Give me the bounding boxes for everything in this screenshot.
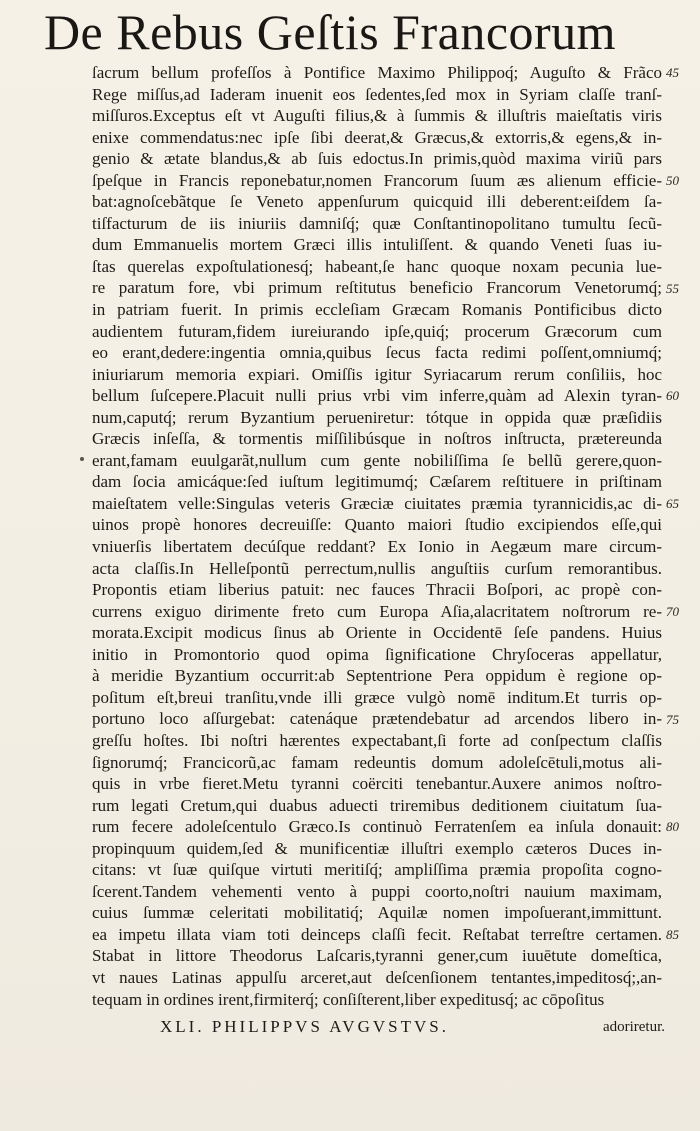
text-line: uinos propè honores decreuiſſe: Quanto maiori ſtudio excipiendos eſſe,qui xyxy=(92,515,662,535)
text-line: quis in vrbe fieret.Metu tyranni coërciti tenebantur.Auxere animos noſtro- xyxy=(92,774,662,794)
text-line: Propontis etiam liberius patuit: nec fauces Thracii Boſpori, ac propè con- xyxy=(92,580,662,600)
line-number: 75 xyxy=(666,711,679,727)
text-line: bat:agnoſcebãtque ſe Veneto appenſurum quicquid illi deberent:eiſdem ſa- xyxy=(92,192,662,212)
text-line: greſſu hoſtes. Ibi noſtri hærentes expectabant,ſi forte ad conſpectum claſſis xyxy=(92,730,662,750)
text-line: dum Emmanuelis mortem Græci illis intuliſſent. & quando Veneti ſuas iu- xyxy=(92,235,662,255)
text-line: currens exiguo dirimente freto cum Europa Aſia,alacritatem noſtrorum re- xyxy=(92,601,662,621)
text-line: dam ſocia amicáque:ſed iuſtum legitimumq́; Cæſarem reſtituere in priſtinam xyxy=(92,472,662,492)
text-line: erant,famam euulgarãt,nullum cum gente nobiliſſima ſe bellũ gerere,quon- xyxy=(92,450,662,470)
text-line: iniuriarum memoria expiari. Omiſſis igitur Syriacarum rerum conſiliis, hoc xyxy=(92,364,662,384)
line-number: 85 xyxy=(666,927,679,942)
page-title: De Rebus Geſtis Francorum xyxy=(43,4,617,60)
text-line: rum legati Cretum,qui duabus aduecti triremibus deditionem ciuitatum ſua- xyxy=(92,795,662,815)
line-number: 65 xyxy=(666,496,679,511)
line-number: 50 xyxy=(666,172,679,188)
text-line: ſcerent.Tandem vehementi vento à puppi coorto,noſtri nauium maximam, xyxy=(92,881,662,901)
line-number: 80 xyxy=(666,819,679,835)
text-line: enixe commendatus:nec ipſe ſibi deerat,& Græcus,& extorris,& egens,& in- xyxy=(92,127,662,147)
line-number: 60 xyxy=(666,388,679,404)
text-line: Stabat in littore Theodorus Laſcaris,tyranni gener,cum iuuētute domeſtica, xyxy=(92,946,662,966)
text-line: genio & ætate blandus,& ab ſuis edoctus.In primis,quòd maxima viriũ pars xyxy=(92,149,662,169)
text-line: rum fecere adoleſcentulo Græco.Is continuò Ferratenſem ea inſula donauit: xyxy=(92,817,662,837)
text-line: morata.Excipit modicus ſinus ab Oriente in Occidentē ſeſe pandens. Huius xyxy=(92,623,662,643)
body-text xyxy=(92,62,662,1010)
text-line: Rege miſſus,ad Iaderam inuenit eos ſedentes,ſed mox in Syriam claſſe tranſ- xyxy=(92,84,662,104)
text-line: cuius ſummæ celeritati mobilitatiq́; Aquilæ nomen impoſuerant,immittunt. xyxy=(92,903,662,923)
text-line: à meridie Byzantium occurrit:ab Septentrione Pera oppidum è regione op- xyxy=(92,666,662,686)
text-line: Græcis inſeſſa, & tormentis miſſilibúsque in noſtros inſtructa, prætereunda xyxy=(92,429,662,449)
text-line: ſacrum bellum profeſſos à Pontifice Maximo Philippoq́; Auguſto & Frãco xyxy=(92,63,662,82)
text-line: ſtas querelas expoſtulationesq́; habeant,ſe hanc quoque noxam pecunia lue- xyxy=(92,256,662,276)
text-line: bellum ſuſcepere.Placuit nulli prius vrbi vim inferre,quàm ad Alexin tyran- xyxy=(92,386,662,406)
catchword: adoriretur. xyxy=(602,1019,665,1035)
text-line: vt naues Latinas appulſu arceret,aut deſcenſionem tentantes,impeditosq́;,an- xyxy=(92,967,662,987)
text-line: poſitum eſt,breui tranſitu,vnde illi græce vulgò nomē inditum.Et turris op- xyxy=(92,687,662,707)
running-head: XLI. PHILIPPVS AVGVSTVS. xyxy=(160,1017,449,1036)
line-number: 45 xyxy=(666,65,679,80)
text-line: re paratum fore, vbi primum reſtitutus beneficio Francorum Venetorumq́; xyxy=(92,278,662,298)
text-line: tequam in ordines irent,firmiterq́; conſiſterent,liber expeditusq́; ac cōpoſitus xyxy=(92,989,605,1009)
text-line: ea impetu illata viam toti deinceps claſſi fecit. Reſtabat terreſtre certamen. xyxy=(92,924,662,944)
line-number: 70 xyxy=(666,603,679,619)
line-number: 55 xyxy=(666,280,679,296)
text-line: portuno loco aſſurgebat: catenáque prætendebatur ad arcendos libero in- xyxy=(92,709,662,729)
text-line: eo erant,dedere:ingentia omnia,quibus ſecus facta redimi poſſent,omniumq́; xyxy=(92,343,662,363)
text-line: initio in Promontorio quod opima ſignificatione Chryſoceras appellatur, xyxy=(92,644,662,664)
text-line: num,caputq́; rerum Byzantium perueniretur: tótque in oppida quæ præſidiis xyxy=(92,407,662,427)
text-line: acta claſſis.In Helleſpontũ perrectum,nullis anguſtiis curſum remorantibus. xyxy=(92,558,662,578)
margin-mark xyxy=(80,457,84,461)
page-footer xyxy=(160,1016,665,1038)
text-line: miſſuros.Exceptus eſt vt Auguſti filius,& à ſummis & illuſtris maieſtatis viris xyxy=(92,106,662,126)
text-line: citans: vt ſuæ quiſque virtuti meritiſq́; ampliſſima præmia propoſita cogno- xyxy=(92,860,662,880)
text-line: ſpeſque in Francis reponebatur,nomen Francorum ſuum æs alienum efficie- xyxy=(92,170,662,190)
text-line: ſignorumq́; Francicorũ,ac famam redeuntis domum adoleſcētuli,motus ali- xyxy=(92,752,662,772)
text-line: tiſfacturum de iis iniuriis damniſq́; quæ Conſtantinopolitano tumultu ſecũ- xyxy=(92,213,662,233)
text-line: in patriam fuerit. In primis eccleſiam Græcam Romanis Pontificibus dicto xyxy=(92,300,662,320)
text-line: maieſtatem velle:Singulas veteris Græciæ ciuitates præmia tyrannicidis,ac di- xyxy=(92,493,662,513)
text-line: audientem futuram,fidem iureiurando ipſe,quiq́; procerum Græcorum cum xyxy=(92,321,662,341)
text-line: vniuerſis libertatem decúſque reddant? Ex Ionio in Aegæum mare circum- xyxy=(92,537,662,557)
text-line: propinquum quidem,ſed & munificentiæ illuſtri exemplo cæteros Duces in- xyxy=(92,838,662,858)
